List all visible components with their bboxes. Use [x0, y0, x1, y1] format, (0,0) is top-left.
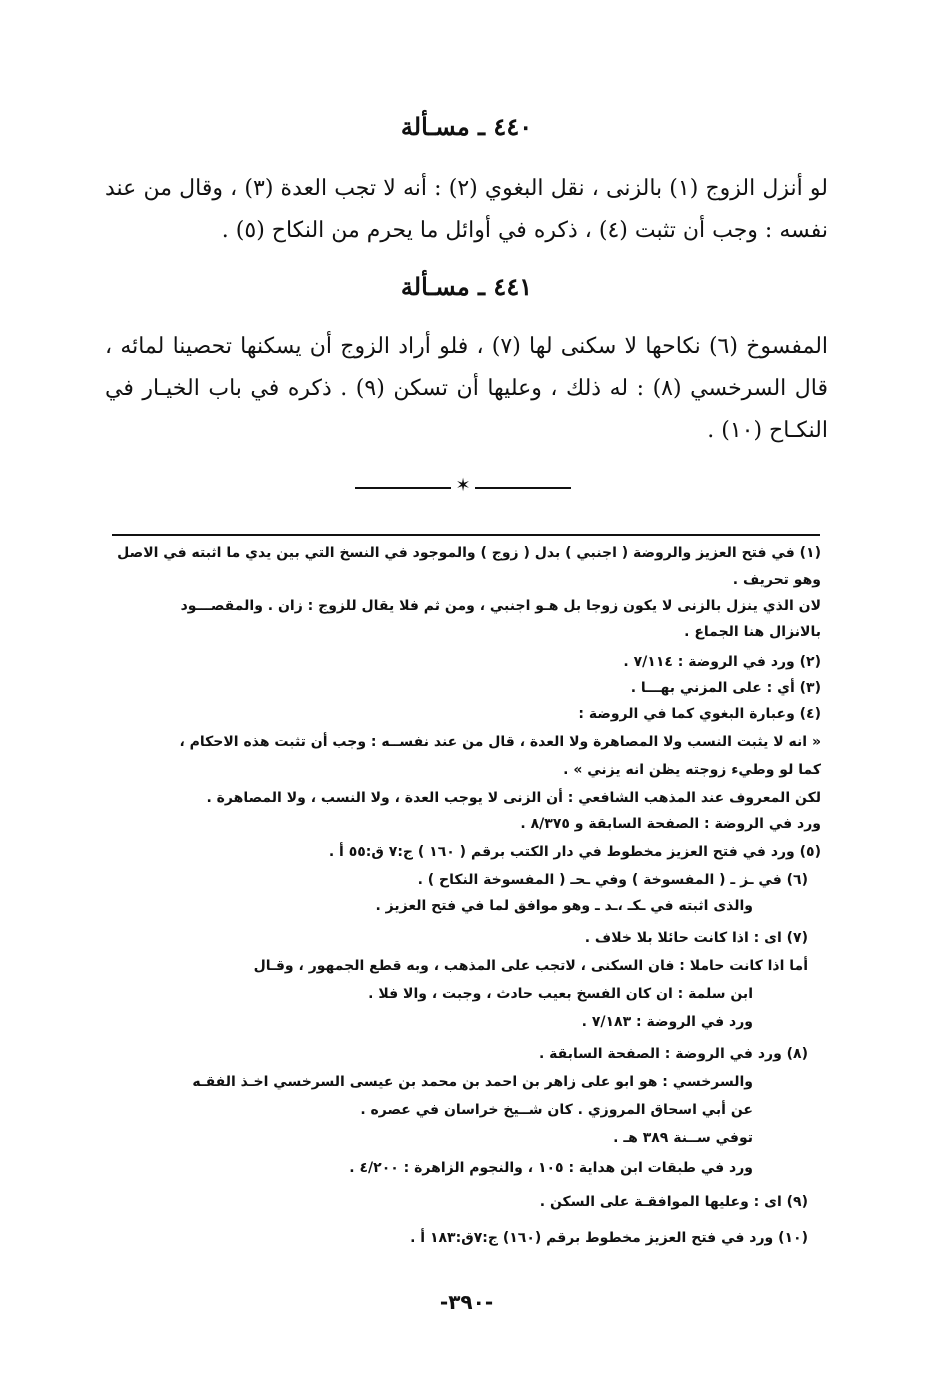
footnote-line: (٤) وعبارة البغوي كما في الروضة :	[578, 706, 821, 722]
footnote-line: توفي ســنة ٣٨٩ هـ .	[613, 1130, 753, 1146]
footnote-line: ورد في الروضة : ٧/١٨٣ .	[581, 1014, 753, 1030]
page-number: -٣٩٠-	[439, 1290, 494, 1314]
footnote-line: لكن المعروف عند المذهب الشافعي : أن الزنى لا يوجب العدة ، ولا النسب ، ولا المصاهرة .	[206, 790, 821, 806]
footnote-line: (٢) ورد في الروضة : ٧/١١٤ .	[623, 654, 821, 670]
footnote-line: وهو تحريف .	[732, 572, 821, 588]
footnote-line: كما لو وطيء زوجته يظن انه يزني » .	[563, 762, 821, 778]
footnote-line: (٦) في ـز ـ ( المفسوخة ) وفي ـحـ ( المفسوخة النكاح ) .	[417, 872, 808, 888]
footnote-line: لان الذي ينزل بالزنى لا يكون زوجا بل هـو اجنبي ، ومن ثم فلا يقال للزوج : زان . والمقصـــود	[180, 598, 821, 614]
section-divider	[355, 475, 571, 498]
issue-440-text: لو أنزل الزوج (١) بالزنى ، نقل البغوي (٢) : أنه لا تجب العدة (٣) ، وقال من عند نفسه : وجب أن تثبت (٤) ، ذكره في أوائل ما يحرم من النكاح (٥) .	[105, 176, 828, 243]
issue-441-heading: ٤٤١ ـ مسـألة	[400, 272, 533, 301]
footnote-separator	[112, 534, 820, 536]
footnote-line: عن أبي اسحاق المروزي . كان شــيخ خراسان في عصره .	[360, 1102, 753, 1118]
issue-440-heading: ٤٤٠ ـ مسـألة	[400, 112, 533, 141]
footnote-line: ابن سلمة : ان كان الفسخ بعيب حادث ، وجبت ، والا فلا .	[368, 986, 753, 1002]
footnote-line: والسرخسي : هو ابو على زاهر بن احمد بن محمد بن عيسى السرخسي اخـذ الفقـه	[192, 1074, 753, 1090]
divider-line-left	[355, 487, 451, 489]
footnote-line: (٣) أي : على المزني بهـــا .	[630, 680, 821, 696]
issue-441-text: المفسوخ (٦) نكاحها لا سكنى لها (٧) ، فلو أراد الزوج أن يسكنها تحصينا لمائه ، قال السرخسي (٨) : له ذلك ، وعليها أن تسكن (٩) . ذكره في باب الخيـار في النكـاح (١٠) .	[105, 334, 829, 443]
footnote-line: أما اذا كانت حاملا : فان السكنى ، لاتجب على المذهب ، وبه قطع الجمهور ، وقـال	[253, 958, 808, 974]
footnote-line: (١٠) ورد في فتح العزيز مخطوط برقم (١٦٠) ج:٧ق:١٨٣ أ .	[410, 1230, 808, 1246]
footnote-line: ورد في الروضة : الصفحة السابقة و ٨/٣٧٥ .	[520, 816, 821, 832]
footnote-line: (٥) ورد في فتح العزيز مخطوط في دار الكتب برقم ( ١٦٠ ) ج:٧ ق:٥٥ أ .	[328, 844, 821, 860]
footnote-line: (٧) اى : اذا كانت حائلا بلا خلاف .	[584, 930, 808, 946]
footnote-line: (٨) ورد في الروضة : الصفحة السابقة .	[538, 1046, 808, 1062]
footnote-line: (٩) اى : وعليها الموافقـة على السكن .	[539, 1194, 808, 1210]
star-icon: ✶	[455, 475, 471, 496]
footnote-line: بالانزال هنا الجماع .	[684, 624, 821, 640]
footnote-line: ورد في طبقات ابن هداية : ١٠٥ ، والنجوم الزاهرة : ٤/٢٠٠ .	[349, 1160, 753, 1176]
footnote-line: « انه لا يثبت النسب ولا المصاهرة ولا العدة ، قال من عند نفســه : وجب أن تثبت هذه الاحكام ،	[179, 734, 821, 750]
footnote-line: والذى اثبته في ـكـ ،ـد ـ وهو موافق لما في فتح العزيز .	[375, 898, 753, 914]
divider-line-right	[475, 487, 571, 489]
footnote-line: (١) في فتح العزيز والروضة ( اجنبي ) بدل ( زوج ) والموجود في النسخ التي بين يدي ما اثبته في الاصل	[117, 545, 821, 561]
